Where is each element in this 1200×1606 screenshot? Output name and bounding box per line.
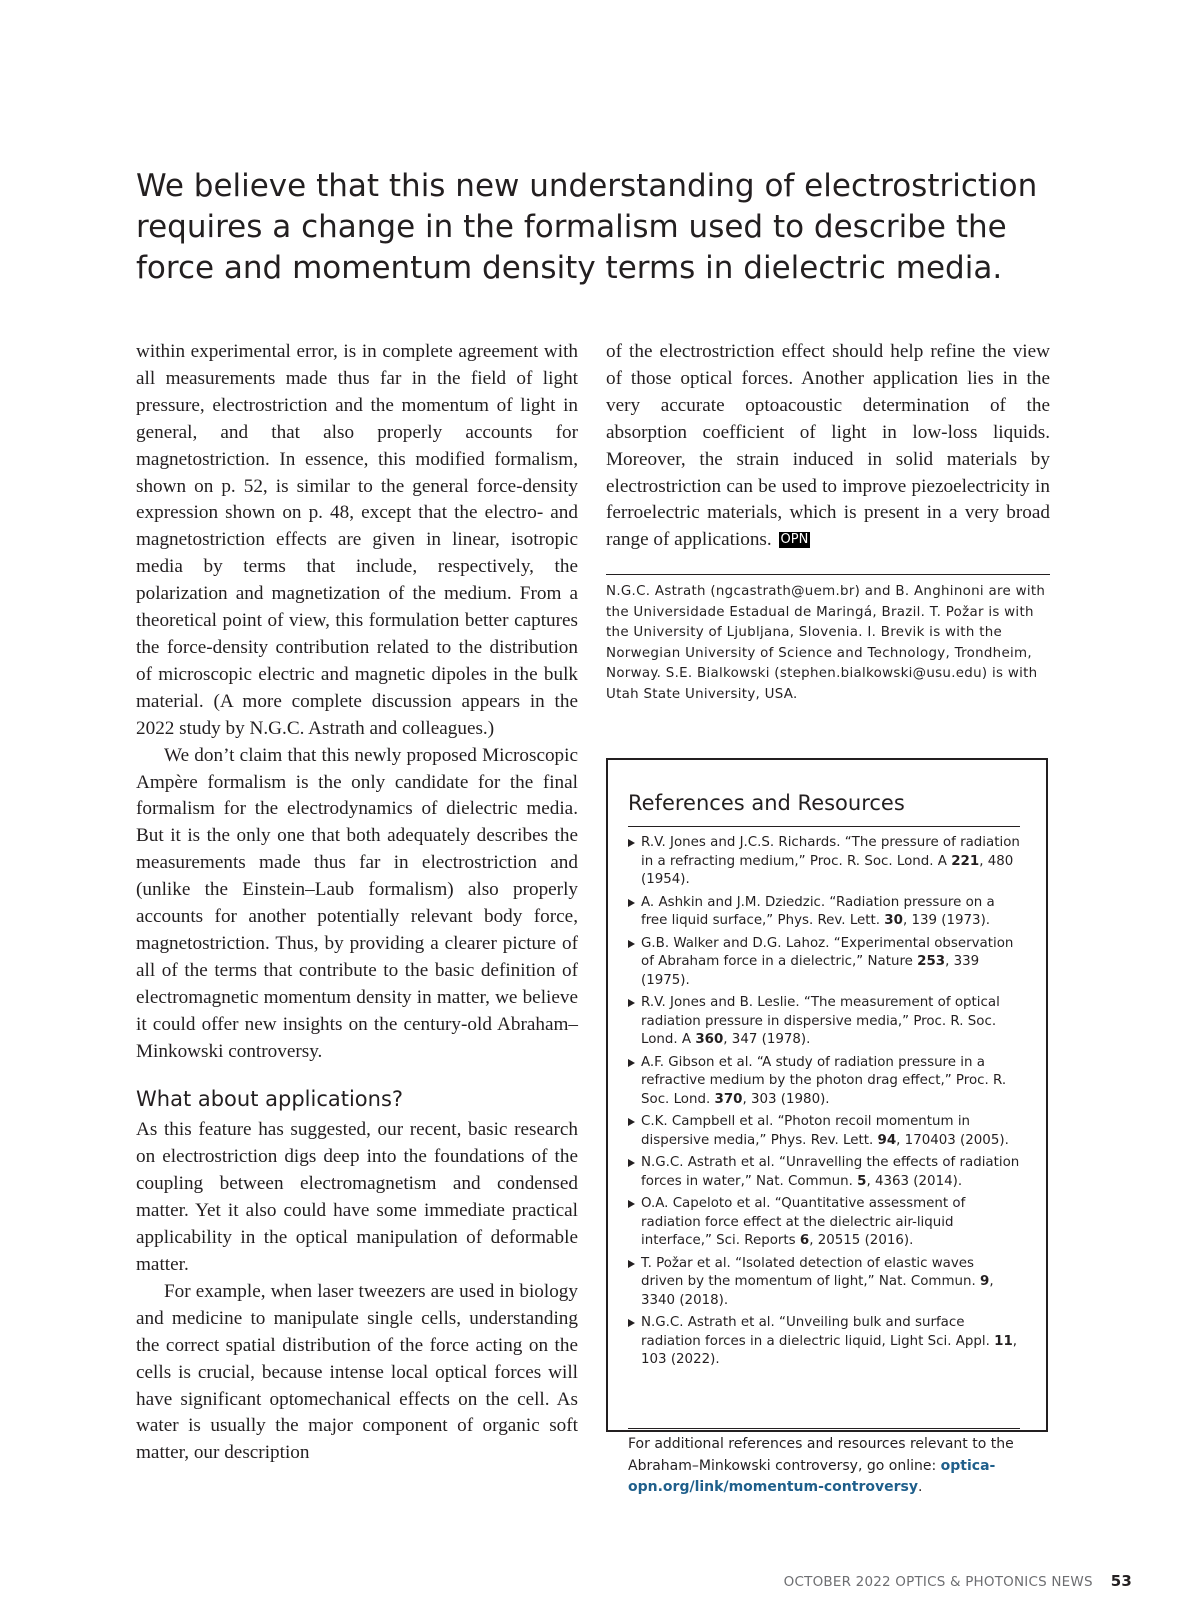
reference-pages: , 170403 (2005). [896,1132,1009,1148]
references-footer-divider [628,1428,1020,1429]
reference-text: A. Ashkin and J.M. Dziedzic. “Radiation pressure on a free liquid surface,” Phys. Rev. Lett. [641,894,995,928]
triangle-bullet-icon [628,899,635,907]
reference-text: R.V. Jones and J.C.S. Richards. “The pressure of radiation in a refracting medium,” Proc. R. Soc. Lond. A [641,835,1020,869]
reference-item [628,1154,1020,1191]
references-title: References and Resources [628,791,905,815]
triangle-bullet-icon [628,839,635,847]
references-box [606,758,1048,1495]
reference-text: G.B. Walker and D.G. Lahoz. “Experimental observation of Abraham force in a dielectric,” Nature [641,935,1014,969]
references-link[interactable]: optica-opn.org/link/momentum-controversy [628,1457,996,1495]
reference-item [628,1195,1020,1251]
reference-text: N.G.C. Astrath et al. “Unravelling the effects of radiation forces in water,” Nat. Commun. [641,1155,1020,1189]
references-divider [628,826,1020,827]
body-paragraph: We don’t claim that this newly proposed Microscopic Ampère formalism is the only candidate for the final formalism for the electrodynamics of dielectric media. But it is the only one that both adequately describes the measurements made thus far in electrostriction and (unlike the Einstein–Laub formalism) also properly accounts for another potentially relevant body force, magnetostriction. Thus, by providing a clearer picture of all of the terms that contribute to the basic definition of electromagnetic momentum density in matter, we believe it could offer new insights on the century-old Abraham–Minkowski controversy. [136,744,578,1062]
right-column [606,339,1050,554]
triangle-bullet-icon [628,999,635,1007]
triangle-bullet-icon [628,1200,635,1208]
triangle-bullet-icon [628,1260,635,1268]
references-footer-text: For additional references and resources relevant to the Abraham–Minkowski controversy, go online: [628,1436,1014,1474]
author-divider [606,574,1050,575]
reference-pages: , 3340 (2018). [641,1274,994,1308]
reference-volume: 360 [695,1032,724,1047]
reference-pages: , 20515 (2016). [809,1233,914,1248]
triangle-bullet-icon [628,940,635,948]
reference-volume: 253 [917,954,946,969]
reference-pages: , 4363 (2014). [866,1173,963,1189]
reference-item [628,1314,1020,1370]
reference-pages: , 339 (1975). [641,954,980,988]
section-subhead: What about applications? [136,1087,404,1112]
issue-label: OCTOBER 2022 OPTICS & PHOTONICS NEWS [783,1574,1093,1590]
body-paragraph: For example, when laser tweezers are used in biology and medicine to manipulate single cells, understanding the correct spatial distribution of the force acting on the cells is crucial, because intense local optical forces will have significant optomechanical effects on the cell. As water is usually the major component of organic soft matter, our description [136,1280,578,1464]
reference-item [628,1113,1020,1150]
page-number: 53 [1110,1572,1132,1590]
reference-pages: , 480 (1954). [641,853,1014,887]
reference-pages: , 103 (2022). [641,1333,1018,1367]
references-list [628,834,1020,1374]
reference-item [628,935,1020,991]
page-footer [784,1572,1132,1590]
reference-volume: 94 [877,1132,897,1148]
body-paragraph-text: of the electrostriction effect should help refine the view of those optical forces. Another application lies in the very accurate optoacoustic determination of the absorption coefficient of light in low-loss liquids. Moreover, the strain induced in solid materials by electrostriction can be used to improve piezoelectricity in ferroelectric materials, which is present in a very broad range of applications. [606,341,1050,551]
author-bio: N.G.C. Astrath (ngcastrath@uem.br) and B. Anghinoni are with the Universidade Estadual de Maringá, Brazil. T. Požar is with the University of Ljubljana, Slovenia. I. Brevik is with the Norwegian University of Science and Technology, Trondheim, Norway. S.E. Bialkowski (stephen.bialkowski@usu.edu) is with Utah State University, USA. [606,584,1046,702]
reference-text: C.K. Campbell et al. “Photon recoil momentum in dispersive media,” Phys. Rev. Lett. [641,1114,971,1148]
left-column [136,339,578,1467]
body-paragraph: As this feature has suggested, our recent, basic research on electrostriction digs deep into the foundations of the coupling between electromagnetism and condensed matter. Yet it also could have some immediate practical applicability in the optical manipulation of deformable matter. [136,1119,578,1275]
reference-volume: 5 [857,1173,867,1189]
reference-text: N.G.C. Astrath et al. “Unveiling bulk and surface radiation forces in a dielectric liquid, Light Sci. Appl. [641,1315,995,1349]
reference-pages: , 139 (1973). [902,913,991,928]
body-paragraph: within experimental error, is in complete agreement with all measurements made thus far in the field of light pressure, electrostriction and the momentum of light in general, and that also properly accounts for magnetostriction. In essence, this modified formalism, shown on p. 52, is similar to the general force-density expression shown on p. 48, except that the electro- and magnetostriction effects are given in linear, isotropic media by terms that include, respectively, the polarization and magnetization of the medium. From a theoretical point of view, this formulation better captures the force-density contribution related to the distribution of microscopic electric and magnetic dipoles in the bulk material. (A more complete discussion appears in the 2022 study by N.G.C. Astrath and colleagues.) [136,341,578,739]
reference-item [628,994,1020,1050]
reference-item [628,1054,1020,1110]
triangle-bullet-icon [628,1118,635,1126]
triangle-bullet-icon [628,1319,635,1327]
reference-text: T. Požar et al. “Isolated detection of elastic waves driven by the momentum of light,” Nat. Commun. [641,1255,980,1289]
reference-text: A.F. Gibson et al. “A study of radiation pressure in a refractive medium by the photon drag effect,” Proc. R. Soc. Lond. [641,1054,1007,1107]
end-mark: OPN [780,532,809,548]
reference-volume: 6 [799,1233,810,1248]
reference-volume: 370 [714,1091,743,1107]
reference-volume: 30 [884,913,903,928]
reference-item [628,1255,1020,1311]
references-footer-end: . [917,1479,923,1495]
reference-pages: , 303 (1980). [742,1091,830,1107]
triangle-bullet-icon [628,1159,635,1167]
reference-item [628,894,1020,931]
references-footer [628,1434,1020,1499]
reference-text: R.V. Jones and B. Leslie. “The measurement of optical radiation pressure in dispersive media,” Proc. R. Soc. Lond. A [641,995,1000,1047]
pull-quote: We believe that this new understanding of electrostriction requires a change in the formalism used to describe the force and momentum density terms in dielectric media. [136,168,1038,286]
reference-item [628,834,1020,890]
reference-volume: 11 [994,1333,1013,1349]
body-paragraph [606,339,1050,554]
reference-volume: 9 [979,1274,990,1289]
reference-volume: 221 [951,853,980,869]
reference-pages: , 347 (1978). [723,1032,811,1047]
reference-text: O.A. Capeloto et al. “Quantitative assessment of radiation force effect at the dielectric air-liquid interface,” Sci. Reports [641,1196,966,1248]
triangle-bullet-icon [628,1059,635,1067]
